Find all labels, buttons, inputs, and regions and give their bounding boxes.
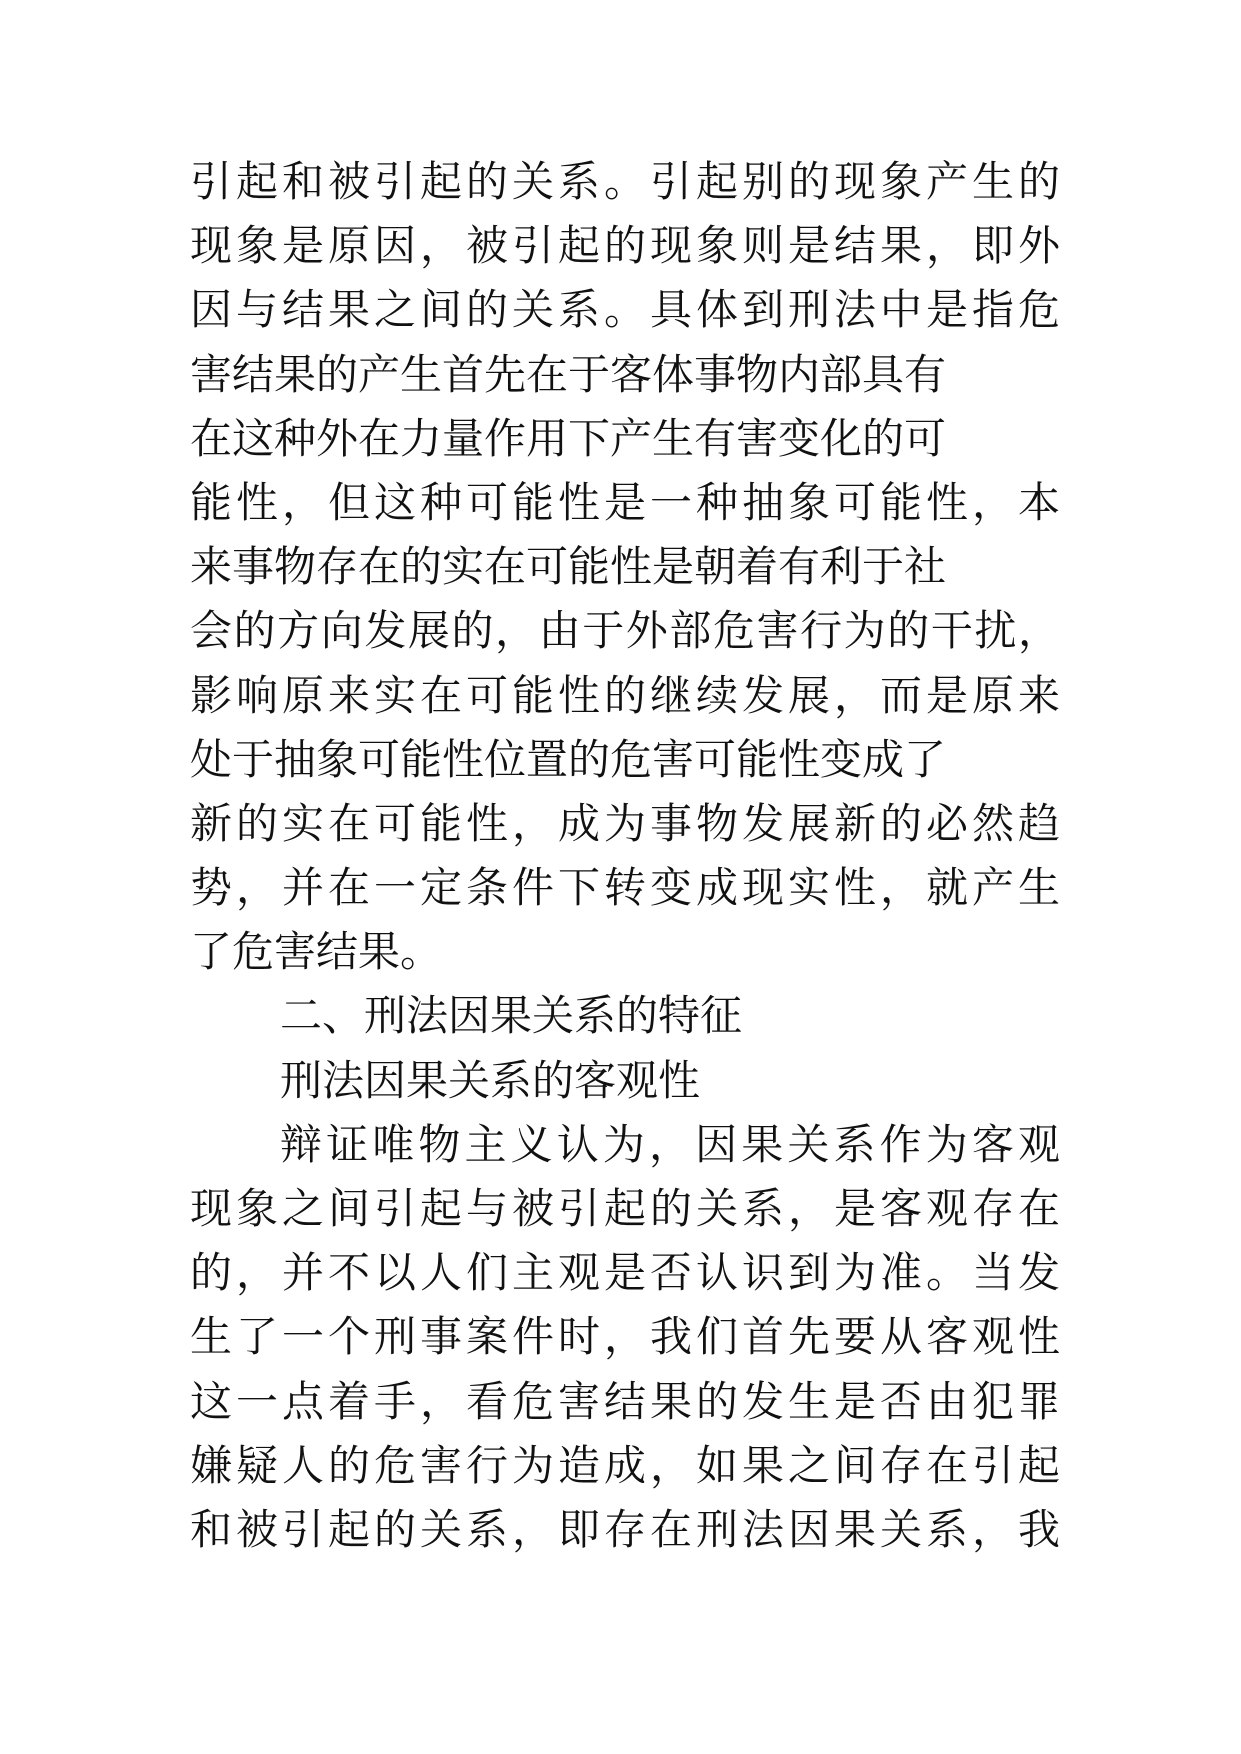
text-line: 因与结果之间的关系。具体到刑法中是指危 bbox=[190, 285, 1060, 335]
text-line: 影响原来实在可能性的继续发展，而是原来 bbox=[190, 670, 1060, 720]
text-line: 嫌疑人的危害行为造成，如果之间存在引起 bbox=[190, 1440, 1060, 1490]
text-line: 的，并不以人们主观是否认识到为准。当发 bbox=[190, 1248, 1060, 1298]
text-line: 来事物存在的实在可能性是朝着有利于社 bbox=[190, 542, 947, 592]
body-text bbox=[190, 150, 1060, 1562]
section-heading: 二、刑法因果关系的特征 bbox=[280, 991, 743, 1041]
text-line: 和被引起的关系，即存在刑法因果关系，我 bbox=[190, 1504, 1060, 1554]
text-line: 在这种外在力量作用下产生有害变化的可 bbox=[190, 413, 947, 463]
text-line: 现象之间引起与被引起的关系，是客观存在 bbox=[190, 1184, 1060, 1233]
text-line: 势，并在一定条件下转变成现实性，就产生 bbox=[190, 863, 1060, 913]
text-line: 新的实在可能性，成为事物发展新的必然趋 bbox=[190, 798, 1060, 848]
text-line: 会的方向发展的，由于外部危害行为的干扰， bbox=[190, 606, 1060, 656]
text-line: 能性，但这种可能性是一种抽象可能性，本 bbox=[190, 477, 1060, 527]
text-line: 生了一个刑事案件时，我们首先要从客观性 bbox=[190, 1312, 1060, 1362]
text-line: 这一点着手，看危害结果的发生是否由犯罪 bbox=[190, 1376, 1060, 1426]
text-line: 处于抽象可能性位置的危害可能性变成了 bbox=[190, 734, 947, 784]
text-line: 引起和被引起的关系。引起别的现象产生的 bbox=[190, 157, 1060, 206]
text-line: 害结果的产生首先在于客体事物内部具有 bbox=[190, 349, 947, 399]
text-line: 了危害结果。 bbox=[190, 927, 443, 977]
subsection-heading: 刑法因果关系的客观性 bbox=[280, 1055, 701, 1105]
paragraph-first-line: 辩证唯物主义认为，因果关系作为客观 bbox=[280, 1119, 1060, 1169]
text-line: 现象是原因，被引起的现象则是结果，即外 bbox=[190, 221, 1060, 271]
